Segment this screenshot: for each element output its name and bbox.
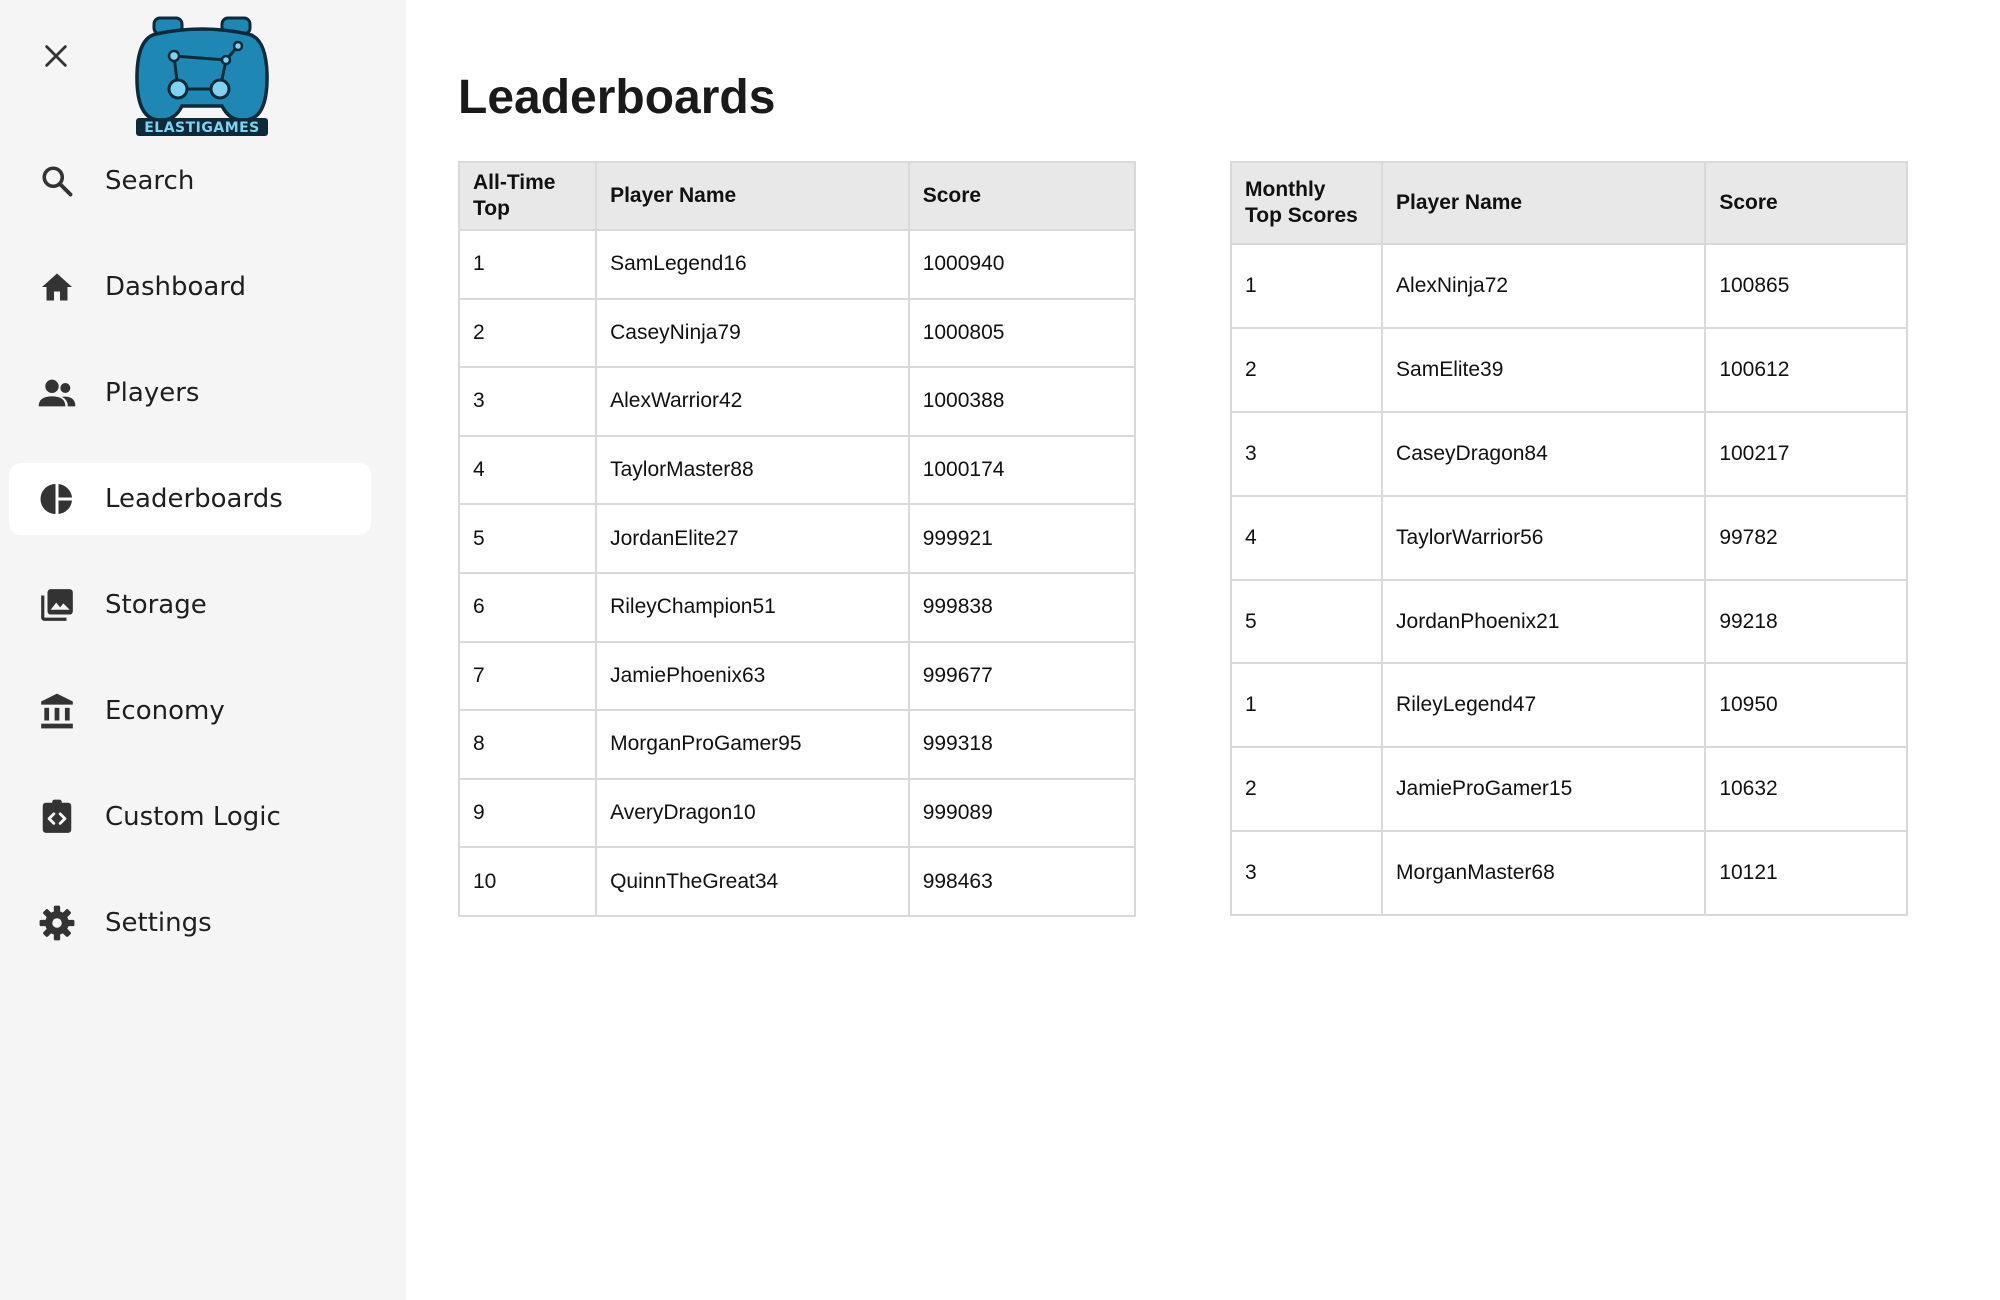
table-row bbox=[459, 642, 1135, 711]
search-icon bbox=[37, 161, 77, 201]
player-name-cell: CaseyNinja79 bbox=[596, 299, 909, 368]
sidebar-item-search[interactable] bbox=[9, 145, 371, 217]
player-name-cell: JamieProGamer15 bbox=[1382, 747, 1705, 831]
sidebar-item-label: Settings bbox=[105, 908, 212, 938]
table-row bbox=[459, 367, 1135, 436]
table-row bbox=[459, 573, 1135, 642]
bank-icon bbox=[37, 691, 77, 731]
rank-cell: 6 bbox=[459, 573, 596, 642]
rank-cell: 2 bbox=[1231, 328, 1382, 412]
alltime-leaderboard-table bbox=[458, 161, 1136, 917]
table-row bbox=[459, 710, 1135, 779]
rank-cell: 2 bbox=[459, 299, 596, 368]
player-name-cell: JordanPhoenix21 bbox=[1382, 580, 1705, 664]
sidebar-item-label: Leaderboards bbox=[105, 484, 283, 514]
code-clipboard-icon bbox=[37, 797, 77, 837]
monthly-leaderboard-table bbox=[1230, 161, 1908, 916]
player-name-cell: JordanElite27 bbox=[596, 504, 909, 573]
table-row bbox=[1231, 831, 1907, 915]
table-header-row bbox=[459, 162, 1135, 230]
player-name-cell: JamiePhoenix63 bbox=[596, 642, 909, 711]
table-row bbox=[1231, 328, 1907, 412]
column-header-rank: Monthly Top Scores bbox=[1231, 162, 1382, 244]
table-row bbox=[459, 230, 1135, 299]
player-name-cell: MorganProGamer95 bbox=[596, 710, 909, 779]
table-row bbox=[1231, 244, 1907, 328]
table-row bbox=[459, 847, 1135, 916]
sidebar-item-storage[interactable] bbox=[9, 569, 371, 641]
gear-icon bbox=[37, 903, 77, 943]
rank-cell: 7 bbox=[459, 642, 596, 711]
sidebar-item-label: Custom Logic bbox=[105, 802, 281, 832]
player-name-cell: SamElite39 bbox=[1382, 328, 1705, 412]
player-name-cell: TaylorWarrior56 bbox=[1382, 496, 1705, 580]
elastigames-logo[interactable] bbox=[134, 14, 270, 140]
sidebar-item-label: Dashboard bbox=[105, 272, 247, 302]
rank-cell: 3 bbox=[459, 367, 596, 436]
rank-cell: 4 bbox=[459, 436, 596, 505]
rank-cell: 3 bbox=[1231, 831, 1382, 915]
rank-cell: 10 bbox=[459, 847, 596, 916]
rank-cell: 3 bbox=[1231, 412, 1382, 496]
sidebar-item-label: Players bbox=[105, 378, 200, 408]
column-header-score: Score bbox=[909, 162, 1135, 230]
score-cell: 999089 bbox=[909, 779, 1135, 848]
sidebar-item-label: Search bbox=[105, 166, 195, 196]
player-name-cell: MorganMaster68 bbox=[1382, 831, 1705, 915]
column-header-player-name: Player Name bbox=[1382, 162, 1705, 244]
player-name-cell: QuinnTheGreat34 bbox=[596, 847, 909, 916]
sidebar-item-dashboard[interactable] bbox=[9, 251, 371, 323]
photo-library-icon bbox=[37, 585, 77, 625]
page-title: Leaderboards bbox=[458, 71, 776, 124]
rank-cell: 1 bbox=[1231, 244, 1382, 328]
player-name-cell: AlexNinja72 bbox=[1382, 244, 1705, 328]
sidebar-item-economy[interactable] bbox=[9, 675, 371, 747]
table-row bbox=[459, 779, 1135, 848]
close-icon bbox=[42, 42, 70, 70]
rank-cell: 8 bbox=[459, 710, 596, 779]
column-header-rank: All-Time Top bbox=[459, 162, 596, 230]
score-cell: 99218 bbox=[1705, 580, 1907, 664]
home-icon bbox=[37, 267, 77, 307]
rank-cell: 2 bbox=[1231, 747, 1382, 831]
table-row bbox=[1231, 580, 1907, 664]
rank-cell: 1 bbox=[1231, 663, 1382, 747]
pie-chart-icon bbox=[37, 479, 77, 519]
rank-cell: 5 bbox=[459, 504, 596, 573]
table-row bbox=[459, 504, 1135, 573]
rank-cell: 9 bbox=[459, 779, 596, 848]
sidebar-item-players[interactable] bbox=[9, 357, 371, 429]
player-name-cell: SamLegend16 bbox=[596, 230, 909, 299]
rank-cell: 5 bbox=[1231, 580, 1382, 664]
sidebar-item-leaderboards[interactable] bbox=[9, 463, 371, 535]
score-cell: 999318 bbox=[909, 710, 1135, 779]
rank-cell: 1 bbox=[459, 230, 596, 299]
player-name-cell: AveryDragon10 bbox=[596, 779, 909, 848]
table-row bbox=[1231, 412, 1907, 496]
table-header-row bbox=[1231, 162, 1907, 244]
sidebar-item-settings[interactable] bbox=[9, 887, 371, 959]
score-cell: 999838 bbox=[909, 573, 1135, 642]
score-cell: 1000388 bbox=[909, 367, 1135, 436]
table-row bbox=[1231, 663, 1907, 747]
sidebar bbox=[0, 0, 406, 1300]
score-cell: 999677 bbox=[909, 642, 1135, 711]
table-row bbox=[1231, 747, 1907, 831]
score-cell: 1000940 bbox=[909, 230, 1135, 299]
score-cell: 1000174 bbox=[909, 436, 1135, 505]
score-cell: 10121 bbox=[1705, 831, 1907, 915]
score-cell: 998463 bbox=[909, 847, 1135, 916]
score-cell: 999921 bbox=[909, 504, 1135, 573]
sidebar-item-label: Economy bbox=[105, 696, 225, 726]
player-name-cell: CaseyDragon84 bbox=[1382, 412, 1705, 496]
sidebar-item-label: Storage bbox=[105, 590, 207, 620]
column-header-player-name: Player Name bbox=[596, 162, 909, 230]
player-name-cell: RileyLegend47 bbox=[1382, 663, 1705, 747]
people-icon bbox=[37, 373, 77, 413]
table-row bbox=[1231, 496, 1907, 580]
score-cell: 10632 bbox=[1705, 747, 1907, 831]
close-sidebar-button[interactable] bbox=[36, 36, 76, 76]
score-cell: 10950 bbox=[1705, 663, 1907, 747]
sidebar-item-custom-logic[interactable] bbox=[9, 781, 371, 853]
player-name-cell: RileyChampion51 bbox=[596, 573, 909, 642]
table-row bbox=[459, 436, 1135, 505]
score-cell: 100865 bbox=[1705, 244, 1907, 328]
score-cell: 1000805 bbox=[909, 299, 1135, 368]
player-name-cell: TaylorMaster88 bbox=[596, 436, 909, 505]
score-cell: 99782 bbox=[1705, 496, 1907, 580]
gamepad-logo-icon bbox=[134, 14, 270, 140]
column-header-score: Score bbox=[1705, 162, 1907, 244]
score-cell: 100217 bbox=[1705, 412, 1907, 496]
player-name-cell: AlexWarrior42 bbox=[596, 367, 909, 436]
table-row bbox=[459, 299, 1135, 368]
score-cell: 100612 bbox=[1705, 328, 1907, 412]
brand-name: ELASTIGAMES bbox=[144, 120, 260, 136]
rank-cell: 4 bbox=[1231, 496, 1382, 580]
